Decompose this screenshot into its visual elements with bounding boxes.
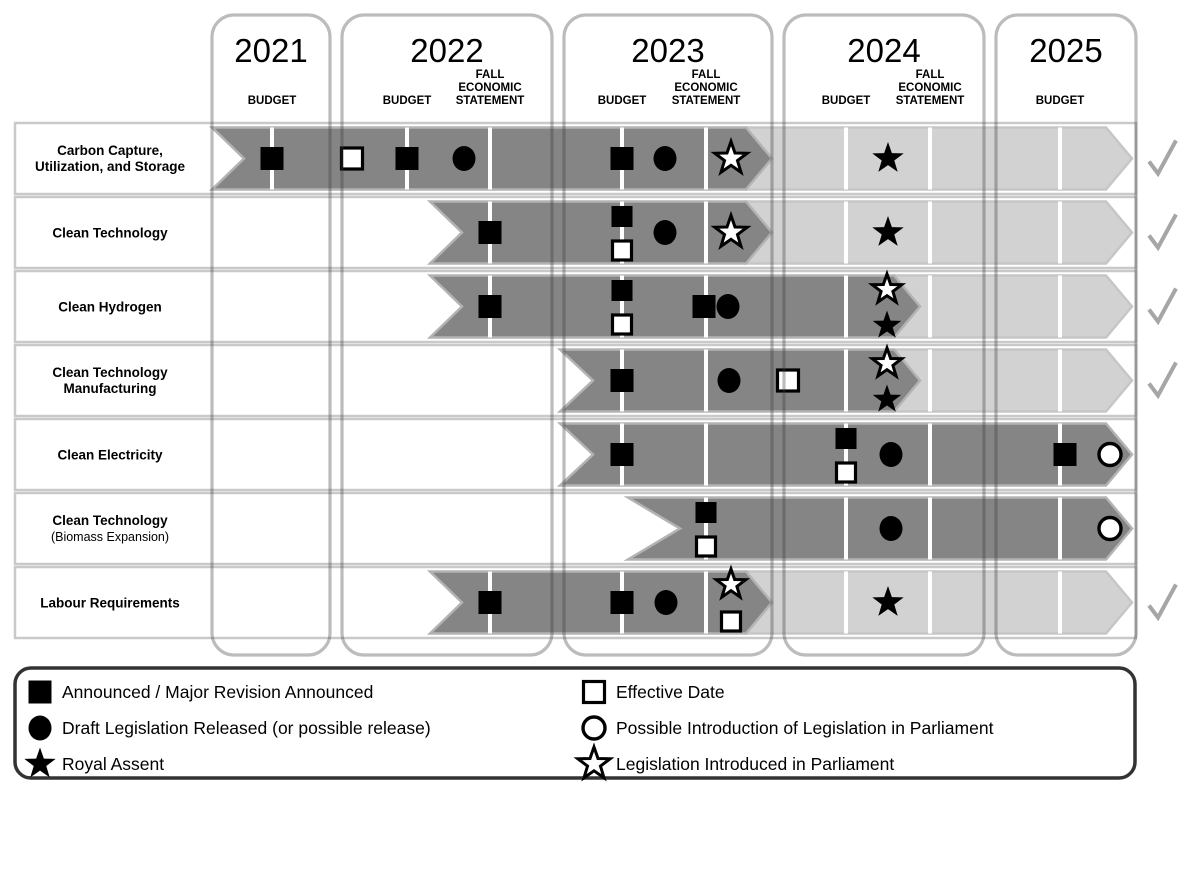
event-tick: [928, 350, 932, 412]
event-label: FALL: [915, 69, 945, 81]
row-timeline-clean-hydrogen: [430, 274, 1132, 338]
marker-effective-date-square: [697, 537, 716, 556]
marker-effective-date-square: [613, 315, 632, 334]
event-label: BUDGET: [597, 95, 647, 107]
event-label: FALL: [691, 69, 721, 81]
marker-draft-legislation-circle: [654, 220, 677, 245]
marker-announced-square: [611, 591, 634, 614]
event-tick: [844, 202, 848, 264]
marker-effective-date-square: [722, 612, 741, 631]
arrow-proposed-labour-requirements: [746, 572, 1132, 634]
event-tick: [844, 572, 848, 634]
row-label-carbon-capture-utilization-and-storage: Utilization, and Storage: [34, 159, 186, 174]
event-tick: [844, 498, 848, 560]
marker-possible-introduction-circle: [583, 717, 605, 739]
marker-announced-square: [479, 221, 502, 244]
event-label: ECONOMIC: [458, 82, 522, 94]
row-label-clean-electricity: Clean Electricity: [57, 447, 163, 463]
legend-label: Announced / Major Revision Announced: [62, 682, 374, 702]
row-label-clean-technology-biomass-expansion: Clean Technology: [52, 513, 168, 528]
event-label: ECONOMIC: [898, 82, 962, 94]
event-tick: [928, 202, 932, 264]
event-tick: [704, 202, 708, 264]
legend-label: Legislation Introduced in Parliament: [616, 754, 895, 774]
year-label-2021: 2021: [234, 32, 308, 69]
row-timeline-labour-requirements: [430, 569, 1132, 634]
row-timeline-clean-electricity: [560, 424, 1132, 486]
event-tick: [928, 276, 932, 338]
arrow-proposed-carbon-capture-utilization-and-storage: [746, 128, 1132, 190]
event-label: STATEMENT: [455, 95, 525, 107]
legend-label: Draft Legislation Released (or possible release): [62, 718, 431, 738]
marker-effective-date-square: [584, 682, 605, 703]
marker-draft-legislation-circle: [880, 442, 903, 467]
marker-announced-square: [261, 147, 284, 170]
marker-announced-square: [696, 502, 717, 523]
marker-announced-square: [1054, 443, 1077, 466]
event-tick: [488, 128, 492, 190]
legend-label: Effective Date: [616, 682, 725, 702]
year-label-2025: 2025: [1029, 32, 1103, 69]
row-label-clean-technology-manufacturing: Clean Technology: [52, 365, 168, 380]
legend-label: Royal Assent: [62, 754, 165, 774]
row-label-labour-requirements: Labour Requirements: [40, 595, 180, 611]
marker-effective-date-square: [342, 148, 363, 169]
event-tick: [844, 276, 848, 338]
marker-possible-introduction-circle: [1099, 444, 1121, 466]
marker-draft-legislation-circle: [654, 146, 677, 171]
marker-announced-square: [612, 280, 633, 301]
marker-announced-square: [479, 295, 502, 318]
marker-draft-legislation-circle: [718, 368, 741, 393]
event-tick: [704, 424, 708, 486]
event-tick: [704, 128, 708, 190]
event-tick: [844, 128, 848, 190]
event-tick: [928, 424, 932, 486]
row-timeline-clean-technology: [430, 202, 1132, 264]
year-label-2023: 2023: [631, 32, 705, 69]
row-timeline-carbon-capture-utilization-and-storage: [212, 128, 1132, 190]
event-label: BUDGET: [821, 95, 871, 107]
event-label: BUDGET: [382, 95, 432, 107]
event-tick: [1058, 350, 1062, 412]
event-tick: [704, 350, 708, 412]
marker-announced-square: [396, 147, 419, 170]
check-icon-clean-technology-manufacturing: [1149, 363, 1176, 396]
event-tick: [1058, 128, 1062, 190]
marker-announced-square: [611, 369, 634, 392]
event-label: BUDGET: [247, 95, 297, 107]
marker-draft-legislation-circle: [453, 146, 476, 171]
event-label: STATEMENT: [895, 95, 965, 107]
year-label-2024: 2024: [847, 32, 921, 69]
event-tick: [1058, 572, 1062, 634]
check-icon-carbon-capture-utilization-and-storage: [1149, 141, 1176, 174]
row-label-clean-technology-manufacturing: Manufacturing: [63, 381, 157, 396]
marker-announced-square: [836, 428, 857, 449]
legend-label: Possible Introduction of Legislation in Parliament: [616, 718, 994, 738]
event-tick: [1058, 498, 1062, 560]
row-label-carbon-capture-utilization-and-storage: Carbon Capture,: [57, 143, 163, 158]
check-icon-clean-technology: [1149, 215, 1176, 248]
event-tick: [928, 128, 932, 190]
marker-effective-date-square: [778, 370, 799, 391]
marker-draft-legislation-circle: [29, 716, 52, 741]
year-label-2022: 2022: [410, 32, 484, 69]
row-sublabel-clean-technology-biomass-expansion: (Biomass Expansion): [50, 530, 170, 544]
marker-draft-legislation-circle: [717, 294, 740, 319]
marker-announced-square: [693, 295, 716, 318]
event-tick: [1058, 202, 1062, 264]
checkmarks: [1149, 141, 1176, 618]
row-timeline-clean-technology-manufacturing: [560, 348, 1132, 412]
event-tick: [1058, 276, 1062, 338]
marker-announced-square: [612, 206, 633, 227]
arrow-proposed-clean-technology: [746, 202, 1132, 264]
marker-announced-square: [611, 147, 634, 170]
event-tick: [928, 572, 932, 634]
event-tick: [928, 498, 932, 560]
row-label-clean-technology: Clean Technology: [52, 225, 168, 241]
marker-effective-date-square: [837, 463, 856, 482]
row-label-clean-hydrogen: Clean Hydrogen: [58, 299, 162, 315]
marker-effective-date-square: [613, 241, 632, 260]
check-icon-clean-hydrogen: [1149, 289, 1176, 322]
marker-draft-legislation-circle: [655, 590, 678, 615]
event-label: ECONOMIC: [674, 82, 738, 94]
event-tick: [844, 350, 848, 412]
marker-announced-square: [479, 591, 502, 614]
event-label: FALL: [475, 69, 505, 81]
marker-possible-introduction-circle: [1099, 518, 1121, 540]
marker-draft-legislation-circle: [880, 516, 903, 541]
legend: [15, 668, 1135, 778]
event-label: STATEMENT: [671, 95, 741, 107]
row-timeline-clean-technology-biomass-expansion: [628, 498, 1132, 560]
marker-announced-square: [611, 443, 634, 466]
marker-announced-square: [29, 681, 52, 704]
event-tick: [704, 572, 708, 634]
check-icon-labour-requirements: [1149, 585, 1176, 618]
event-label: BUDGET: [1035, 95, 1085, 107]
